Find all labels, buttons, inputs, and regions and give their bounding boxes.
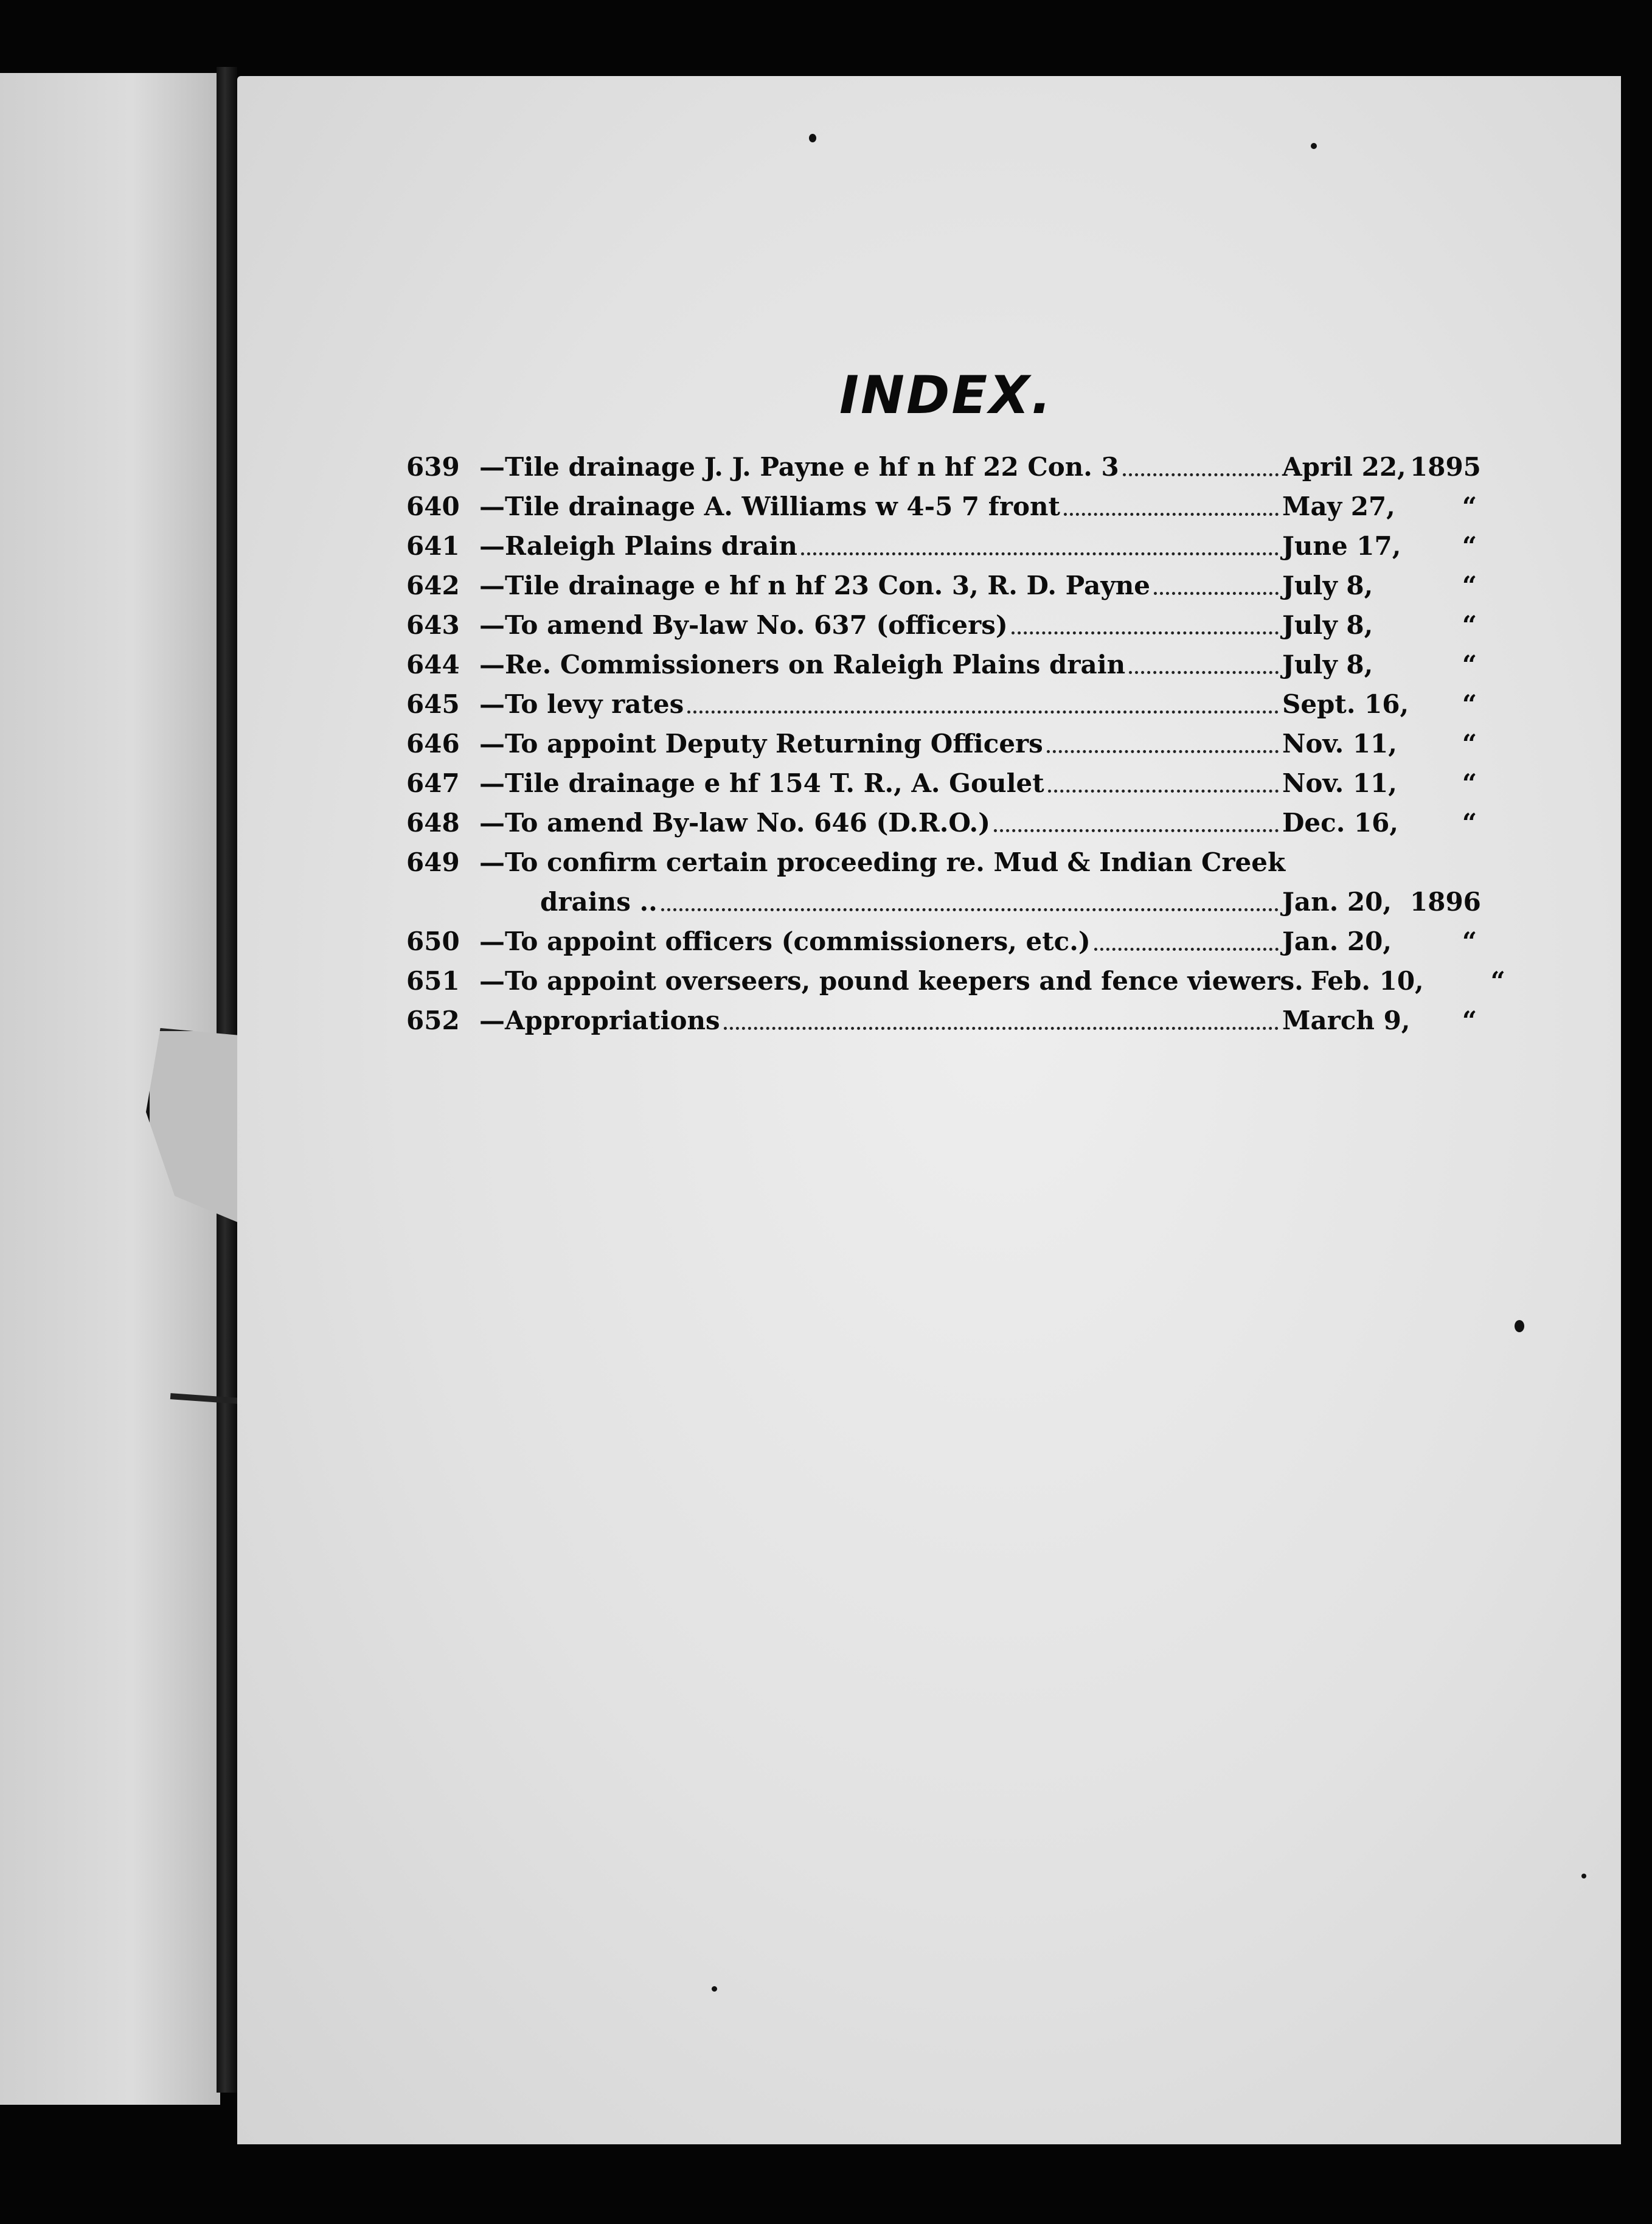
entry-title: —Appropriations [479, 1006, 720, 1035]
entry-title: —Tile drainage A. Williams w 4-5 7 front [479, 492, 1060, 521]
entry-year: “ [1462, 729, 1477, 759]
entry-year: 1896 [1410, 887, 1481, 917]
entry-year: “ [1462, 492, 1477, 521]
entry-year: “ [1490, 966, 1505, 996]
index-entry [406, 961, 1505, 1001]
entry-year: “ [1462, 1006, 1477, 1035]
page-title: INDEX. [839, 365, 1053, 426]
index-entry [406, 684, 1477, 724]
entry-date: Feb. 10, [1310, 966, 1424, 996]
index-entry [406, 763, 1477, 803]
bylaw-number: 644 [406, 650, 460, 679]
entry-title: —To appoint officers (commissioners, etc.) [479, 926, 1091, 956]
index-entry [406, 843, 1477, 882]
dot-leader [1154, 591, 1279, 595]
entry-title: —Re. Commissioners on Raleigh Plains drain [479, 650, 1126, 679]
entry-title: —To appoint Deputy Returning Officers [479, 729, 1043, 759]
entry-date: March 9, [1282, 1006, 1411, 1035]
bylaw-number: 647 [406, 768, 460, 798]
entry-year: 1895 [1410, 452, 1481, 482]
dot-leader [1012, 631, 1279, 634]
dot-leader [994, 829, 1279, 832]
bylaw-number: 642 [406, 571, 460, 600]
index-entry [406, 724, 1477, 763]
entry-year: “ [1462, 610, 1477, 640]
bylaw-number: 639 [406, 452, 460, 482]
bylaw-number: 645 [406, 689, 460, 719]
entry-year: “ [1462, 768, 1477, 798]
index-entry [406, 447, 1481, 487]
bylaw-number: 651 [406, 966, 460, 996]
bylaw-number: 649 [406, 847, 460, 877]
bylaw-number: 648 [406, 808, 460, 838]
scan-speck [712, 1986, 717, 1992]
dot-leader [1047, 749, 1279, 753]
entry-year: “ [1462, 689, 1477, 719]
entry-date: Sept. 16, [1282, 689, 1409, 719]
dot-leader [724, 1026, 1279, 1030]
entry-date: Dec. 16, [1282, 808, 1399, 838]
dot-leader [1123, 473, 1279, 476]
bylaw-number: 641 [406, 531, 460, 561]
entry-title: —Tile drainage e hf n hf 23 Con. 3, R. D. Payne [479, 571, 1150, 600]
entry-title: —To appoint overseers, pound keepers and fence viewers. [479, 966, 1303, 996]
entry-date: Jan. 20, [1282, 887, 1392, 917]
entry-year: “ [1462, 808, 1477, 838]
index-entry-continuation [406, 882, 1481, 922]
index-entry [406, 566, 1477, 605]
bylaw-number: 640 [406, 492, 460, 521]
index-list [406, 447, 1505, 1040]
entry-year: “ [1462, 571, 1477, 600]
bylaw-number: 643 [406, 610, 460, 640]
index-entry [406, 526, 1477, 566]
index-entry [406, 803, 1477, 843]
entry-year: “ [1462, 926, 1477, 956]
entry-title-continuation: drains .. [540, 887, 658, 917]
entry-date: July 8, [1282, 650, 1373, 679]
entry-date: Jan. 20, [1282, 926, 1392, 956]
scan-speck [1581, 1874, 1586, 1878]
entry-year: “ [1462, 531, 1477, 561]
scan-speck [809, 134, 816, 142]
entry-date: July 8, [1282, 571, 1373, 600]
entry-date: April 22, [1282, 452, 1406, 482]
dot-leader [661, 908, 1279, 911]
scan-speck [1515, 1320, 1524, 1332]
dot-leader [687, 710, 1279, 714]
dot-leader [1094, 947, 1279, 951]
entry-title: —To levy rates [479, 689, 684, 719]
entry-title: —To confirm certain proceeding re. Mud & Indian Creek [479, 847, 1286, 877]
entry-title: —To amend By-law No. 646 (D.R.O.) [479, 808, 991, 838]
dot-leader [1064, 512, 1279, 516]
scan-speck [1311, 143, 1317, 149]
entry-title: —Tile drainage J. J. Payne e hf n hf 22 Con. 3 [479, 452, 1119, 482]
bylaw-number: 650 [406, 926, 460, 956]
entry-title: —To amend By-law No. 637 (officers) [479, 610, 1008, 640]
bylaw-number: 652 [406, 1006, 460, 1035]
dot-leader [1129, 670, 1279, 674]
entry-date: May 27, [1282, 492, 1395, 521]
index-entry [406, 1001, 1477, 1040]
entry-title: —Tile drainage e hf 154 T. R., A. Goulet [479, 768, 1044, 798]
entry-date: Nov. 11, [1282, 729, 1397, 759]
entry-date: July 8, [1282, 610, 1373, 640]
entry-date: June 17, [1282, 531, 1401, 561]
entry-title: —Raleigh Plains drain [479, 531, 797, 561]
index-entry [406, 605, 1477, 645]
entry-date: Nov. 11, [1282, 768, 1397, 798]
dot-leader [801, 552, 1279, 555]
index-entry [406, 922, 1477, 961]
index-entry [406, 487, 1477, 526]
dot-leader [1048, 789, 1279, 793]
index-entry [406, 645, 1477, 684]
bylaw-number: 646 [406, 729, 460, 759]
entry-year: “ [1462, 650, 1477, 679]
